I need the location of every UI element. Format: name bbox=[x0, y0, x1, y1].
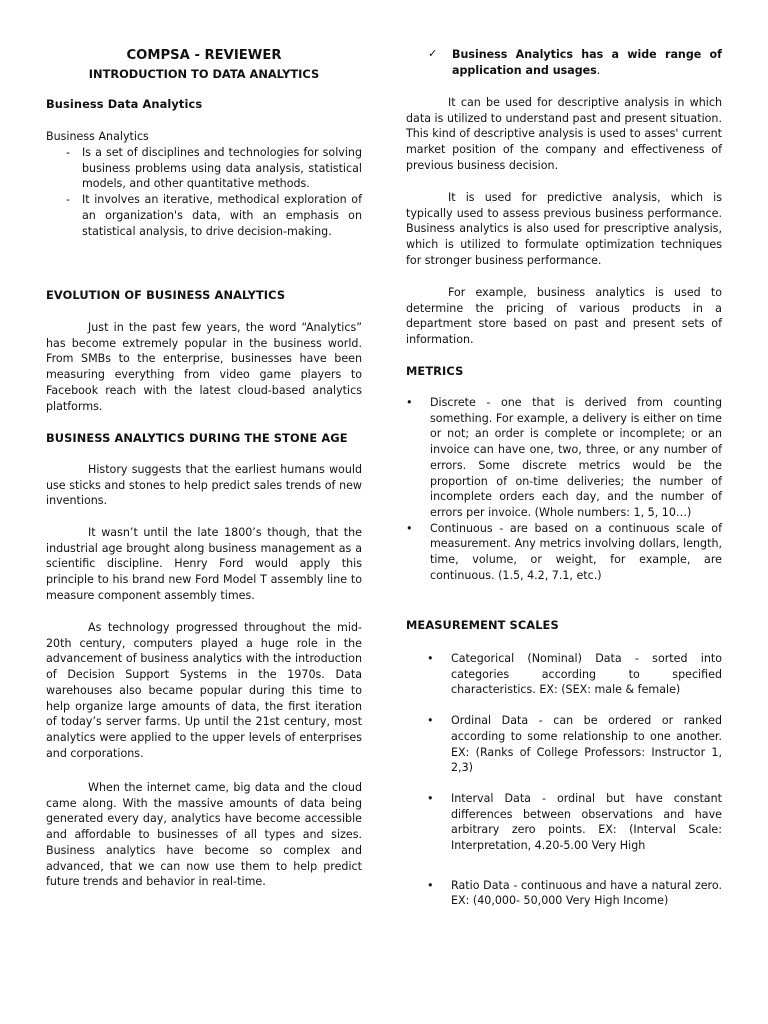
stone-age-paragraph-4: When the internet came, big data and the cloud came along. With the massive amounts of data being generated every day, analytics have become accessible and affordable to businesses of all types and sizes. Business analytics have become so complex and advanced, that we can now use them to help predict future trends and behavior in real-time. bbox=[46, 781, 362, 889]
checkmark-icon: ✓ bbox=[428, 47, 438, 60]
scales-list bbox=[406, 651, 722, 909]
section-heading-stone-age: BUSINESS ANALYTICS DURING THE STONE AGE bbox=[46, 431, 348, 445]
section-heading-business-data-analytics: Business Data Analytics bbox=[46, 97, 203, 111]
list-item: • Ordinal Data - can be ordered or ranked according to some relationship to one another. EX: (Ranks of College Professors: Instructor 1, 2,3) bbox=[427, 714, 722, 775]
stone-age-paragraph-3: As technology progressed throughout the mid-20th century, computers played a huge role in the advancement of business analytics with the introduction of Decision Support Systems in the 1970s. Data warehouses also became popular during this time to help organize large amounts of data, the first iteration of today’s server farms. Up until the 21st century, most analytics were applied to the upper levels of enterprises and corporations. bbox=[46, 621, 362, 760]
dash-bullet: - bbox=[66, 193, 71, 207]
page-title: COMPSA - REVIEWER bbox=[126, 48, 282, 63]
page-subtitle: INTRODUCTION TO DATA ANALYTICS bbox=[88, 67, 320, 81]
list-item: • Continuous - are based on a continuous scale of measurement. Any metrics involving dollars, length, time, volume, or weight, for example, are continuous. (1.5, 4.2, 7.1, etc.) bbox=[406, 521, 722, 582]
bullet-icon: • bbox=[427, 791, 434, 805]
section-heading-measurement-scales: MEASUREMENT SCALES bbox=[406, 618, 559, 632]
business-analytics-label: Business Analytics bbox=[46, 130, 149, 143]
usage-paragraph-3: For example, business analytics is used to determine the pricing of various products in a department store based on past and present sets of information. bbox=[406, 286, 722, 347]
list-item: • Categorical (Nominal) Data - sorted into categories according to specified characteristics. EX: (SEX: male & female) bbox=[427, 652, 722, 697]
stone-age-paragraph-1: History suggests that the earliest humans would use sticks and stones to help predict sales trends of new inventions. bbox=[46, 463, 362, 508]
list-item: • Ratio Data - continuous and have a natural zero. EX: (40,000- 50,000 Very High Income) bbox=[427, 878, 722, 908]
definition-list bbox=[46, 145, 362, 239]
bullet-icon: • bbox=[406, 521, 413, 535]
bullet-icon: • bbox=[406, 396, 413, 409]
dash-bullet: - bbox=[66, 146, 71, 159]
bullet-icon: • bbox=[427, 714, 434, 728]
list-item: • Interval Data - ordinal but have constant differences between observations and have arbitrary zero points. EX: (Interval Scale: Interpretation, 4.20-5.00 Very High bbox=[427, 791, 722, 853]
bullet-icon: • bbox=[427, 878, 434, 892]
section-heading-evolution: EVOLUTION OF BUSINESS ANALYTICS bbox=[46, 288, 286, 302]
checkmark-item: ✓ Business Analytics has a wide range of application and usages. bbox=[428, 47, 722, 77]
usage-paragraph-1: It can be used for descriptive analysis in which data is utilized to understand past and present situation. This kind of descriptive analysis is used to asses' current market position of the company and effectiveness of previous business decision. bbox=[406, 96, 722, 172]
list-item: • Discrete - one that is derived from counting something. For example, a delivery is either on time or not; an order is complete or incomplete; or an invoice can have one, two, three, or any number of errors. Some discrete metrics would be the proportion of on-time deliveries; the number of incomplete orders each day, and the number of errors per invoice. (Whole numbers: 1, 5, 10…) bbox=[406, 396, 722, 519]
list-item: - Is a set of disciplines and technologies for solving business problems using data analysis, statistical models, and other quantitative methods. bbox=[66, 146, 362, 191]
evolution-paragraph: Just in the past few years, the word “Analytics” has become extremely popular in the business world. From SMBs to the enterprise, businesses have been measuring everything from video game players to Facebook reach with the latest cloud-based analytics platforms. bbox=[46, 321, 362, 413]
metrics-list bbox=[406, 395, 722, 583]
list-item: - It involves an iterative, methodical exploration of an organization's data, with an emphasis on statistical analysis, to drive decision-making. bbox=[66, 193, 362, 238]
bullet-icon: • bbox=[427, 652, 434, 665]
usage-paragraph-2: It is used for predictive analysis, which is typically used to assess previous business performance. Business analytics is also used for prescriptive analysis, which is utilized to formulate optimization techniques for stronger business performance. bbox=[406, 191, 722, 267]
section-heading-metrics: METRICS bbox=[406, 364, 464, 378]
stone-age-paragraph-2: It wasn’t until the late 1800’s though, that the industrial age brought along business management as a scientific discipline. Henry Ford would apply this principle to his brand new Ford Model T assembly line to measure component assembly times. bbox=[46, 526, 362, 602]
